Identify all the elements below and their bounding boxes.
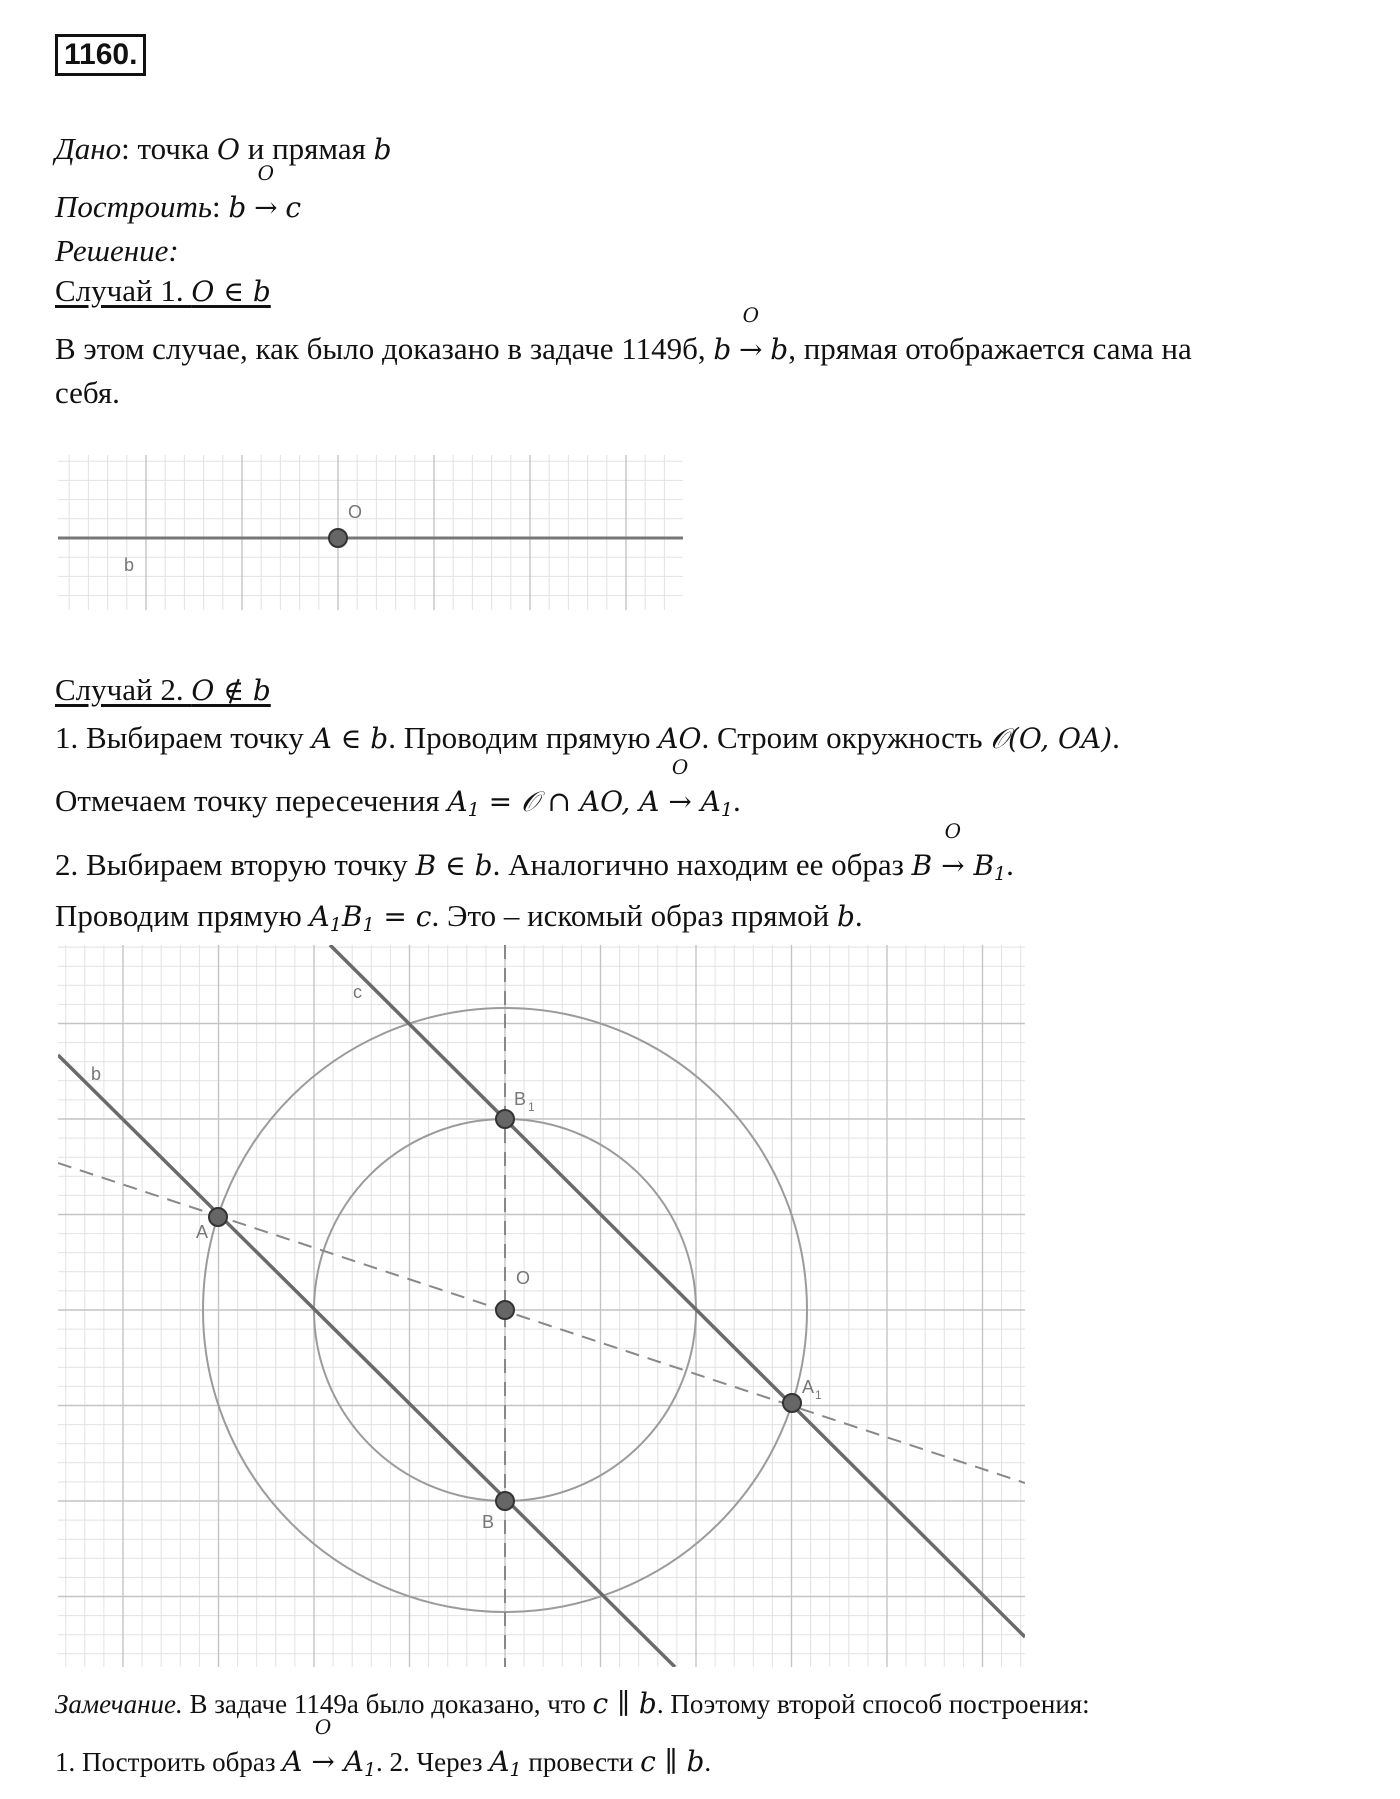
construct-colon: : <box>212 189 229 224</box>
math <box>447 785 669 821</box>
case2-step2-line1 <box>55 819 1014 885</box>
arrow-symbol: → <box>311 1745 335 1778</box>
text: . 2. Через <box>376 1747 490 1777</box>
math: A <box>282 1745 312 1778</box>
case1-point-o <box>329 529 347 547</box>
case2-heading-text: Случай 2. <box>55 672 192 707</box>
given-line-b: b <box>373 133 392 166</box>
given-point-o: O <box>217 133 240 166</box>
construct-line <box>55 161 301 227</box>
case1-math-b1: b <box>713 333 732 366</box>
point-o <box>496 1301 514 1319</box>
case1-heading <box>55 272 271 311</box>
construct-b: b <box>228 191 247 224</box>
case1-heading-math: O ∈ b <box>191 275 271 308</box>
math: A <box>691 785 721 818</box>
math: A <box>334 1745 364 1778</box>
math: A ∈ b <box>311 722 389 755</box>
math: A <box>489 1745 510 1778</box>
label-b1-sub: 1 <box>528 1100 535 1114</box>
subscript: 1 <box>994 863 1007 885</box>
subscript: 1 <box>329 914 342 936</box>
case1-paragraph-line1 <box>55 303 1192 369</box>
math: c ∥ b <box>592 1687 657 1720</box>
math: A <box>309 900 330 933</box>
remark-label: Замечание. <box>55 1689 183 1719</box>
given-text-2: и прямая <box>239 131 374 166</box>
case2-step1-arrow <box>668 755 692 821</box>
label-a: A <box>196 1222 209 1242</box>
case2-heading-math: O ∉ b <box>191 674 271 707</box>
subscript: 1 <box>720 799 733 821</box>
text: 1. Построить образ <box>55 1747 283 1777</box>
arrow-symbol: → <box>739 333 763 366</box>
given-line <box>55 130 392 169</box>
case1-math-b2: b <box>770 333 789 366</box>
case1-arrow <box>739 303 763 369</box>
case2-step1-line2 <box>55 755 741 821</box>
text: . <box>854 898 863 933</box>
label-o: O <box>516 1268 531 1288</box>
math: B <box>911 849 942 882</box>
text: . Проводим прямую <box>388 720 659 755</box>
arrow-label: O <box>742 303 759 327</box>
text: В задаче 1149а было доказано, что <box>182 1689 593 1719</box>
case1-grid-major <box>58 455 683 610</box>
label-b-point: B <box>482 1512 495 1532</box>
math <box>691 785 733 821</box>
case1-paragraph-line2: себя. <box>55 375 120 410</box>
case1-label-b: b <box>124 555 135 575</box>
math <box>489 1745 522 1781</box>
arrow-symbol: → <box>941 849 965 882</box>
remark-line1 <box>55 1685 1090 1723</box>
math: 𝒪(O, OA) <box>990 722 1113 755</box>
math: c ∥ b <box>640 1745 705 1778</box>
case1-heading-text: Случай 1. <box>55 273 192 308</box>
math: A <box>447 785 468 818</box>
case1-figure <box>58 455 683 610</box>
case1-text-b: , прямая отображается сама на <box>788 331 1192 366</box>
text: . Поэтому второй способ построения: <box>656 1689 1090 1719</box>
arrow-label: O <box>944 819 962 843</box>
label-b-line: b <box>91 1064 102 1084</box>
text: 2. Выбираем вторую точку <box>55 847 416 882</box>
text: провести <box>521 1747 641 1777</box>
given-label: Дано <box>55 131 122 166</box>
math <box>334 1745 377 1781</box>
point-a <box>209 1208 227 1226</box>
label-a1: A <box>802 1377 815 1397</box>
line-b <box>58 1055 675 1667</box>
label-a1-sub: 1 <box>815 1388 822 1402</box>
subscript: 1 <box>363 1759 377 1781</box>
text: Отмечаем точку пересечения <box>55 783 448 818</box>
solution-label: Решение: <box>55 233 179 268</box>
text: . <box>704 1747 712 1777</box>
case2-step1-line1 <box>55 719 1120 758</box>
case1-label-o: O <box>348 502 363 522</box>
arrow-label: O <box>257 161 275 185</box>
math: B ∈ b <box>415 849 493 882</box>
remark-line2 <box>55 1715 712 1781</box>
subscript: 1 <box>467 799 480 821</box>
construct-arrow <box>254 161 278 227</box>
text: 1. Выбираем точку <box>55 720 312 755</box>
text: . <box>1112 720 1120 755</box>
subscript: 1 <box>362 914 375 936</box>
math <box>309 900 432 936</box>
point-b1 <box>496 1110 514 1128</box>
arrow-label: O <box>671 755 689 779</box>
case2-heading <box>55 671 271 710</box>
text: Проводим прямую <box>55 898 310 933</box>
problem-number: 1160. <box>55 34 146 76</box>
math: = 𝒪 ∩ AO, A <box>479 785 669 818</box>
math: B <box>964 849 995 882</box>
text: . <box>1006 847 1014 882</box>
construct-c: c <box>285 191 301 224</box>
math <box>964 849 1007 885</box>
text: . <box>733 783 741 818</box>
remark-arrow <box>311 1715 335 1781</box>
label-b1: B <box>514 1089 527 1109</box>
arrow-symbol: → <box>668 785 692 818</box>
text: . Аналогично находим ее образ <box>492 847 912 882</box>
arrow-symbol: → <box>254 191 278 224</box>
text: . Это – искомый образ прямой <box>431 898 837 933</box>
case2-step2-arrow <box>941 819 965 885</box>
construct-label: Построить <box>55 189 213 224</box>
label-c: c <box>353 982 362 1002</box>
case2-step2-line2 <box>55 897 863 936</box>
subscript: 1 <box>509 1759 522 1781</box>
point-a1 <box>783 1394 801 1412</box>
point-b <box>496 1492 514 1510</box>
math: b <box>836 900 855 933</box>
math: AO <box>658 722 702 755</box>
case1-text-a: В этом случае, как было доказано в задаче 1149б, <box>55 331 714 366</box>
math: B <box>341 900 363 933</box>
arrow-label: O <box>314 1715 332 1739</box>
math: = c <box>374 900 432 933</box>
given-text-1: : точка <box>121 131 218 166</box>
case2-figure <box>58 945 1025 1667</box>
case1-grid-minor <box>58 455 683 610</box>
text: . Строим окружность <box>701 720 991 755</box>
